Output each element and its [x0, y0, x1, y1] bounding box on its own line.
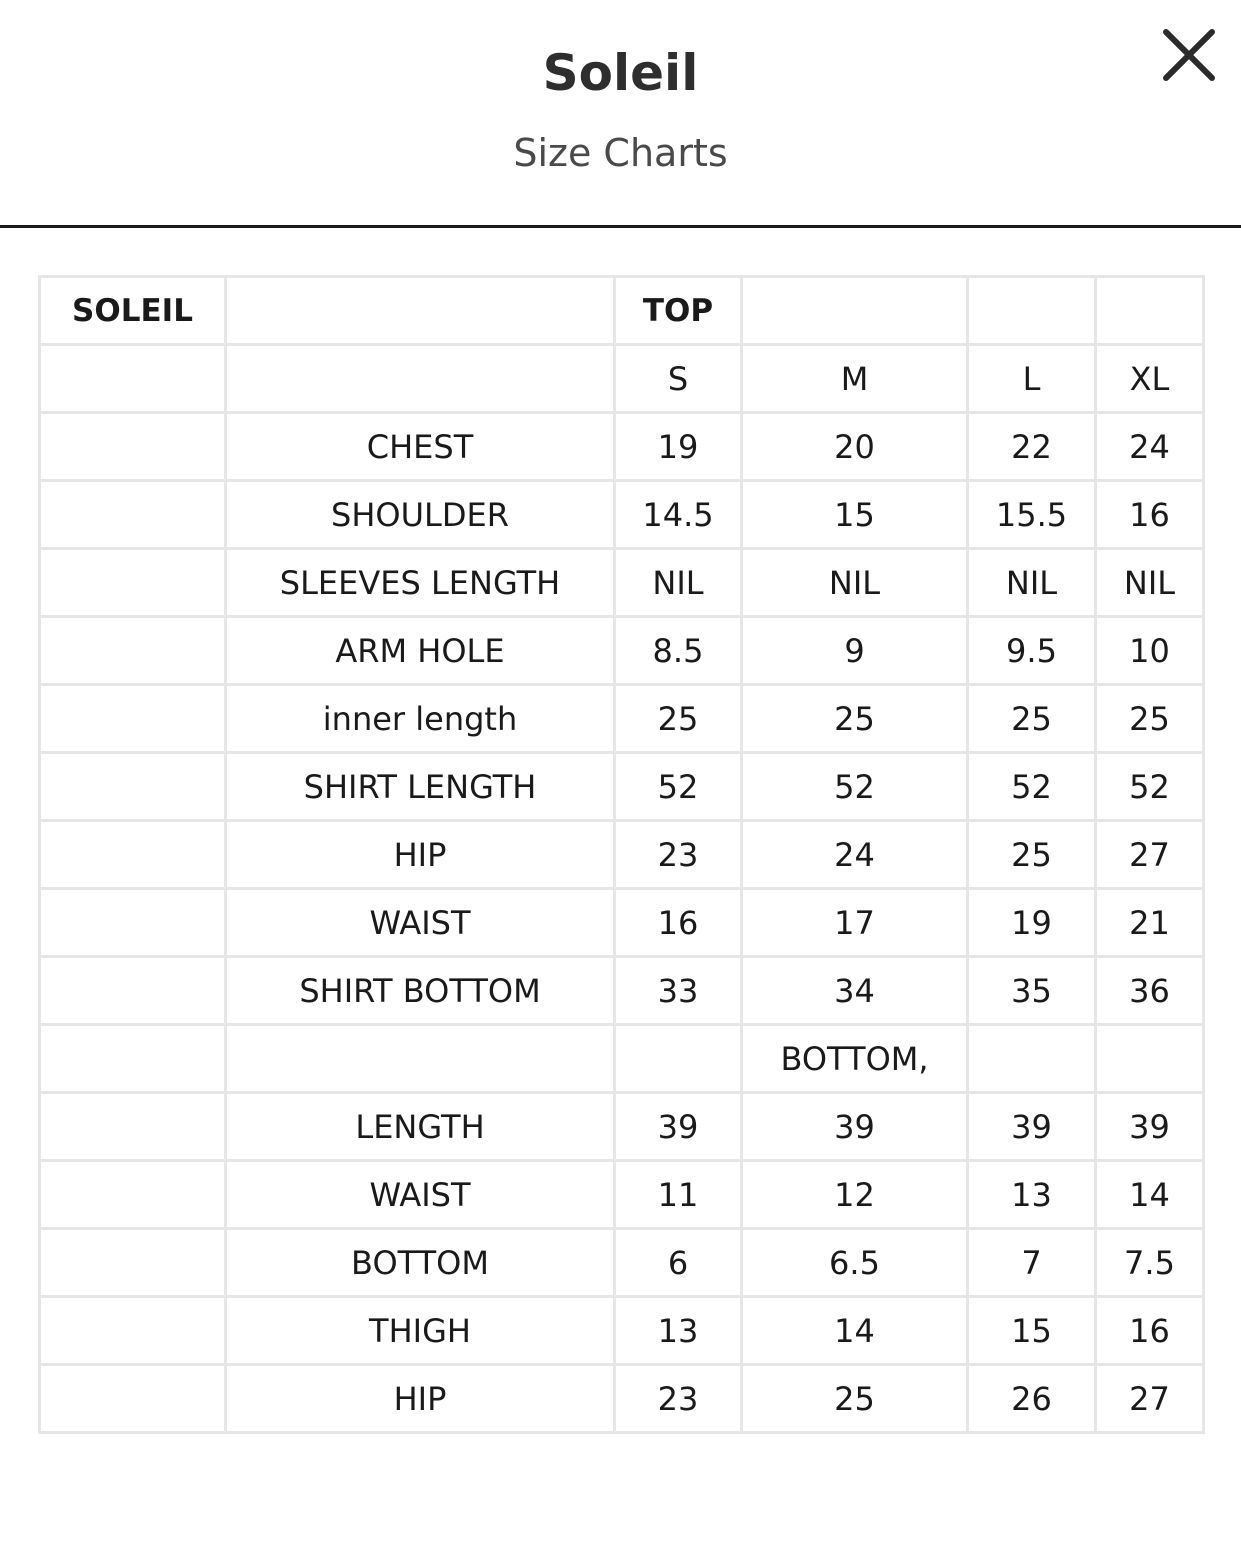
- table-cell: ARM HOLE: [226, 617, 615, 685]
- table-cell: [226, 1025, 615, 1093]
- table-cell: 8.5: [615, 617, 742, 685]
- table-cell: 13: [968, 1161, 1096, 1229]
- table-cell: [40, 753, 226, 821]
- close-icon: [1156, 22, 1222, 88]
- table-cell: 27: [1096, 821, 1204, 889]
- table-cell: SHOULDER: [226, 481, 615, 549]
- table-cell: 52: [1096, 753, 1204, 821]
- table-cell: WAIST: [226, 1161, 615, 1229]
- table-cell: THIGH: [226, 1297, 615, 1365]
- table-cell: [226, 277, 615, 345]
- size-chart-table: [38, 275, 1205, 1434]
- table-row: [40, 821, 1204, 889]
- table-cell: WAIST: [226, 889, 615, 957]
- table-cell: 15: [742, 481, 968, 549]
- table-row: [40, 413, 1204, 481]
- table-cell: 23: [615, 821, 742, 889]
- modal-header: [0, 0, 1241, 228]
- table-cell: 11: [615, 1161, 742, 1229]
- table-cell: 21: [1096, 889, 1204, 957]
- table-cell: LENGTH: [226, 1093, 615, 1161]
- table-cell: [968, 277, 1096, 345]
- table-row: [40, 481, 1204, 549]
- table-cell: 35: [968, 957, 1096, 1025]
- table-row: [40, 889, 1204, 957]
- table-cell: [40, 549, 226, 617]
- table-cell: 20: [742, 413, 968, 481]
- table-cell: 17: [742, 889, 968, 957]
- table-row: [40, 345, 1204, 413]
- table-row: [40, 617, 1204, 685]
- table-cell: 19: [615, 413, 742, 481]
- table-cell: 9.5: [968, 617, 1096, 685]
- table-cell: 12: [742, 1161, 968, 1229]
- table-cell: SHIRT BOTTOM: [226, 957, 615, 1025]
- table-row: [40, 1093, 1204, 1161]
- table-cell: 16: [1096, 1297, 1204, 1365]
- table-cell: 23: [615, 1365, 742, 1433]
- table-cell: [40, 1229, 226, 1297]
- table-cell: S: [615, 345, 742, 413]
- table-row: [40, 277, 1204, 345]
- table-cell: 13: [615, 1297, 742, 1365]
- table-cell: 52: [968, 753, 1096, 821]
- table-cell: NIL: [968, 549, 1096, 617]
- table-cell: 39: [1096, 1093, 1204, 1161]
- table-cell: 7: [968, 1229, 1096, 1297]
- table-row: [40, 957, 1204, 1025]
- table-cell: NIL: [615, 549, 742, 617]
- table-cell: [40, 481, 226, 549]
- table-cell: [40, 1093, 226, 1161]
- table-cell: [40, 345, 226, 413]
- table-cell: [40, 413, 226, 481]
- table-cell: L: [968, 345, 1096, 413]
- table-cell: 36: [1096, 957, 1204, 1025]
- table-cell: 39: [615, 1093, 742, 1161]
- table-row: [40, 549, 1204, 617]
- table-cell: HIP: [226, 821, 615, 889]
- table-cell: 22: [968, 413, 1096, 481]
- table-cell: [615, 1025, 742, 1093]
- table-cell: 33: [615, 957, 742, 1025]
- table-cell: 10: [1096, 617, 1204, 685]
- table-cell: [40, 821, 226, 889]
- table-cell: 6: [615, 1229, 742, 1297]
- table-cell: [1096, 1025, 1204, 1093]
- table-cell: 25: [615, 685, 742, 753]
- table-cell: [40, 1025, 226, 1093]
- table-cell: 9: [742, 617, 968, 685]
- table-cell: 52: [742, 753, 968, 821]
- table-cell: TOP: [615, 277, 742, 345]
- table-cell: NIL: [1096, 549, 1204, 617]
- page-title: Soleil: [542, 44, 699, 102]
- table-cell: 25: [968, 821, 1096, 889]
- table-cell: 25: [1096, 685, 1204, 753]
- table-row: [40, 753, 1204, 821]
- table-cell: 19: [968, 889, 1096, 957]
- table-cell: 14: [1096, 1161, 1204, 1229]
- table-cell: 25: [968, 685, 1096, 753]
- table-cell: [968, 1025, 1096, 1093]
- table-cell: 7.5: [1096, 1229, 1204, 1297]
- table-cell: 24: [1096, 413, 1204, 481]
- table-cell: 25: [742, 1365, 968, 1433]
- table-cell: 15: [968, 1297, 1096, 1365]
- table-cell: 34: [742, 957, 968, 1025]
- table-cell: inner length: [226, 685, 615, 753]
- table-row: [40, 1161, 1204, 1229]
- table-cell: 25: [742, 685, 968, 753]
- table-cell: 15.5: [968, 481, 1096, 549]
- table-row: [40, 1297, 1204, 1365]
- table-cell: 39: [968, 1093, 1096, 1161]
- table-cell: 6.5: [742, 1229, 968, 1297]
- table-cell: 26: [968, 1365, 1096, 1433]
- table-cell: SHIRT LENGTH: [226, 753, 615, 821]
- table-cell: 27: [1096, 1365, 1204, 1433]
- table-cell: 39: [742, 1093, 968, 1161]
- table-cell: NIL: [742, 549, 968, 617]
- table-cell: [40, 1365, 226, 1433]
- table-cell: [40, 889, 226, 957]
- table-cell: [40, 617, 226, 685]
- table-cell: SOLEIL: [40, 277, 226, 345]
- table-cell: BOTTOM,: [742, 1025, 968, 1093]
- table-cell: [1096, 277, 1204, 345]
- table-cell: [40, 685, 226, 753]
- table-row: [40, 685, 1204, 753]
- table-cell: 16: [615, 889, 742, 957]
- table-cell: [40, 1161, 226, 1229]
- page-subtitle: Size Charts: [513, 131, 728, 175]
- table-cell: [40, 957, 226, 1025]
- table-cell: [226, 345, 615, 413]
- close-button[interactable]: [1156, 22, 1222, 88]
- table-cell: 14: [742, 1297, 968, 1365]
- table-cell: 16: [1096, 481, 1204, 549]
- table-cell: 52: [615, 753, 742, 821]
- table-cell: SLEEVES LENGTH: [226, 549, 615, 617]
- table-cell: BOTTOM: [226, 1229, 615, 1297]
- table-cell: XL: [1096, 345, 1204, 413]
- table-cell: 14.5: [615, 481, 742, 549]
- table-cell: [40, 1297, 226, 1365]
- table-cell: CHEST: [226, 413, 615, 481]
- table-row: [40, 1229, 1204, 1297]
- table-cell: M: [742, 345, 968, 413]
- table-cell: HIP: [226, 1365, 615, 1433]
- table-row: [40, 1365, 1204, 1433]
- table-cell: 24: [742, 821, 968, 889]
- table-cell: [742, 277, 968, 345]
- table-row: [40, 1025, 1204, 1093]
